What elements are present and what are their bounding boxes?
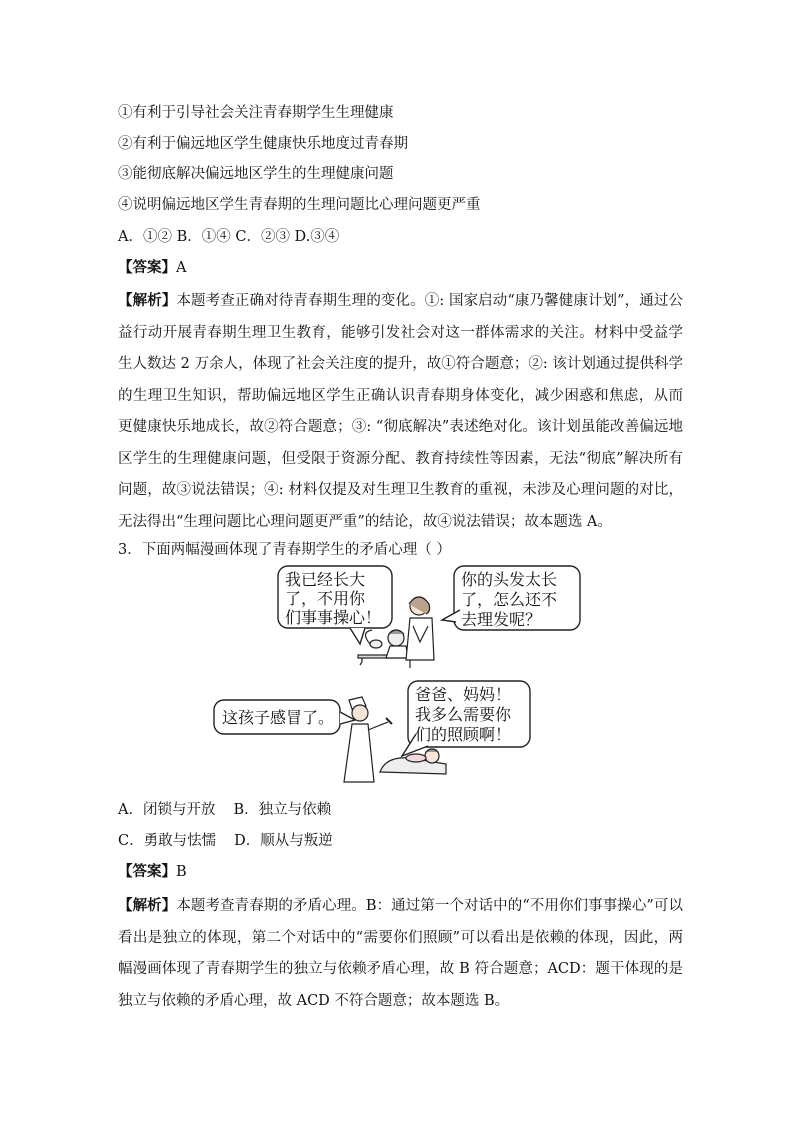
analysis-tag: 【解析】	[118, 292, 177, 309]
option-d: D．顺从与叛逆	[234, 833, 333, 849]
statement-2: ②有利于偏远地区学生健康快乐地度过青春期	[118, 136, 408, 152]
statement-3: ③能彻底解决偏远地区学生的生理健康问题	[118, 166, 394, 182]
q3-question: 3．下面两幅漫画体现了青春期学生的矛盾心理（ ）	[118, 542, 451, 558]
q3-options-row2	[118, 831, 333, 851]
bubble-text: 我多么需要你	[415, 705, 512, 724]
q3-answer	[118, 862, 187, 882]
cartoon-illustration	[210, 560, 590, 785]
q3-analysis	[118, 890, 683, 1017]
analysis-tag: 【解析】	[118, 897, 177, 914]
mother-figure	[406, 597, 434, 660]
bubble-text: 们的照顾啊！	[415, 725, 512, 744]
sick-child-in-bed	[380, 749, 446, 774]
boy-at-desk	[358, 630, 414, 668]
bubble-text: 我已经长大	[285, 570, 366, 589]
bubble-text: 们事事操心！	[285, 608, 382, 627]
bubble-text: 你的头发太长	[461, 570, 558, 589]
analysis-text: 本题考查青春期的矛盾心理。B：通过第一个对话中的“不用你们事事操心”可以看出是独立的体现，第二个对话中的“需要你们照顾”可以看出是依赖的体现，因此，两幅漫画体现了青春期学生的独立与依赖矛盾心理，故 B 符合题意；ACD：题干体现的是独立与依赖的矛盾心理，故 ACD 不符合题意；故本题选 B。	[118, 898, 683, 1009]
bubble-text: 了，不用你	[285, 589, 366, 608]
answer-value: B	[176, 864, 187, 880]
statement-1: ①有利于引导社会关注青春期学生生理健康	[118, 105, 394, 121]
analysis-text: 本题考查正确对待青春期生理的变化。①: 国家启动“康乃馨健康计划”，通过公益行动开展青春期生理卫生教育，能够引发社会对这一群体需求的关注。材料中受益学生人数达 2 万余人，体现了社会关注度的提升，故①符合题意；②: 该计划通过提供科学的生理卫生知识，帮助偏远地区学生正确认识青春期身体变化，减少困惑和焦虑，从而更健康快乐地成长，故②符合题意；③: “彻底解决”表述绝对化。该计划虽能改善偏远地区学生的生理健康问题，但受限于资源分配、教育持续性等因素，无法“彻底”解决所有问题，故③说法错误；④: 材料仅提及对生理卫生教育的重视，未涉及心理问题的对比，无法得出“生理问题比心理问题更严重”的结论，故④说法错误；故本题选 A。	[118, 293, 683, 530]
bubble-text: 这孩子感冒了。	[222, 708, 335, 727]
answer-tag: 【答案】	[118, 259, 176, 276]
option-b: B．独立与依赖	[233, 802, 332, 818]
bubble-text: 爸爸、妈妈！	[415, 685, 512, 704]
q2-analysis	[118, 285, 683, 538]
option-a: A．闭锁与开放	[118, 802, 216, 818]
answer-tag: 【答案】	[118, 863, 176, 880]
option-c: C．勇敢与怯懦	[118, 833, 217, 849]
answer-value: A	[176, 260, 187, 276]
q2-options: A．①② B．①④ C．②③ D.③④	[118, 229, 340, 245]
q2-answer	[118, 258, 186, 278]
bubble-text: 了，怎么还不	[461, 590, 558, 609]
q3-options-row1	[118, 800, 331, 820]
statement-4: ④说明偏远地区学生青春期的生理问题比心理问题更严重	[118, 197, 481, 213]
bubble-text: 去理发呢？	[461, 610, 542, 629]
